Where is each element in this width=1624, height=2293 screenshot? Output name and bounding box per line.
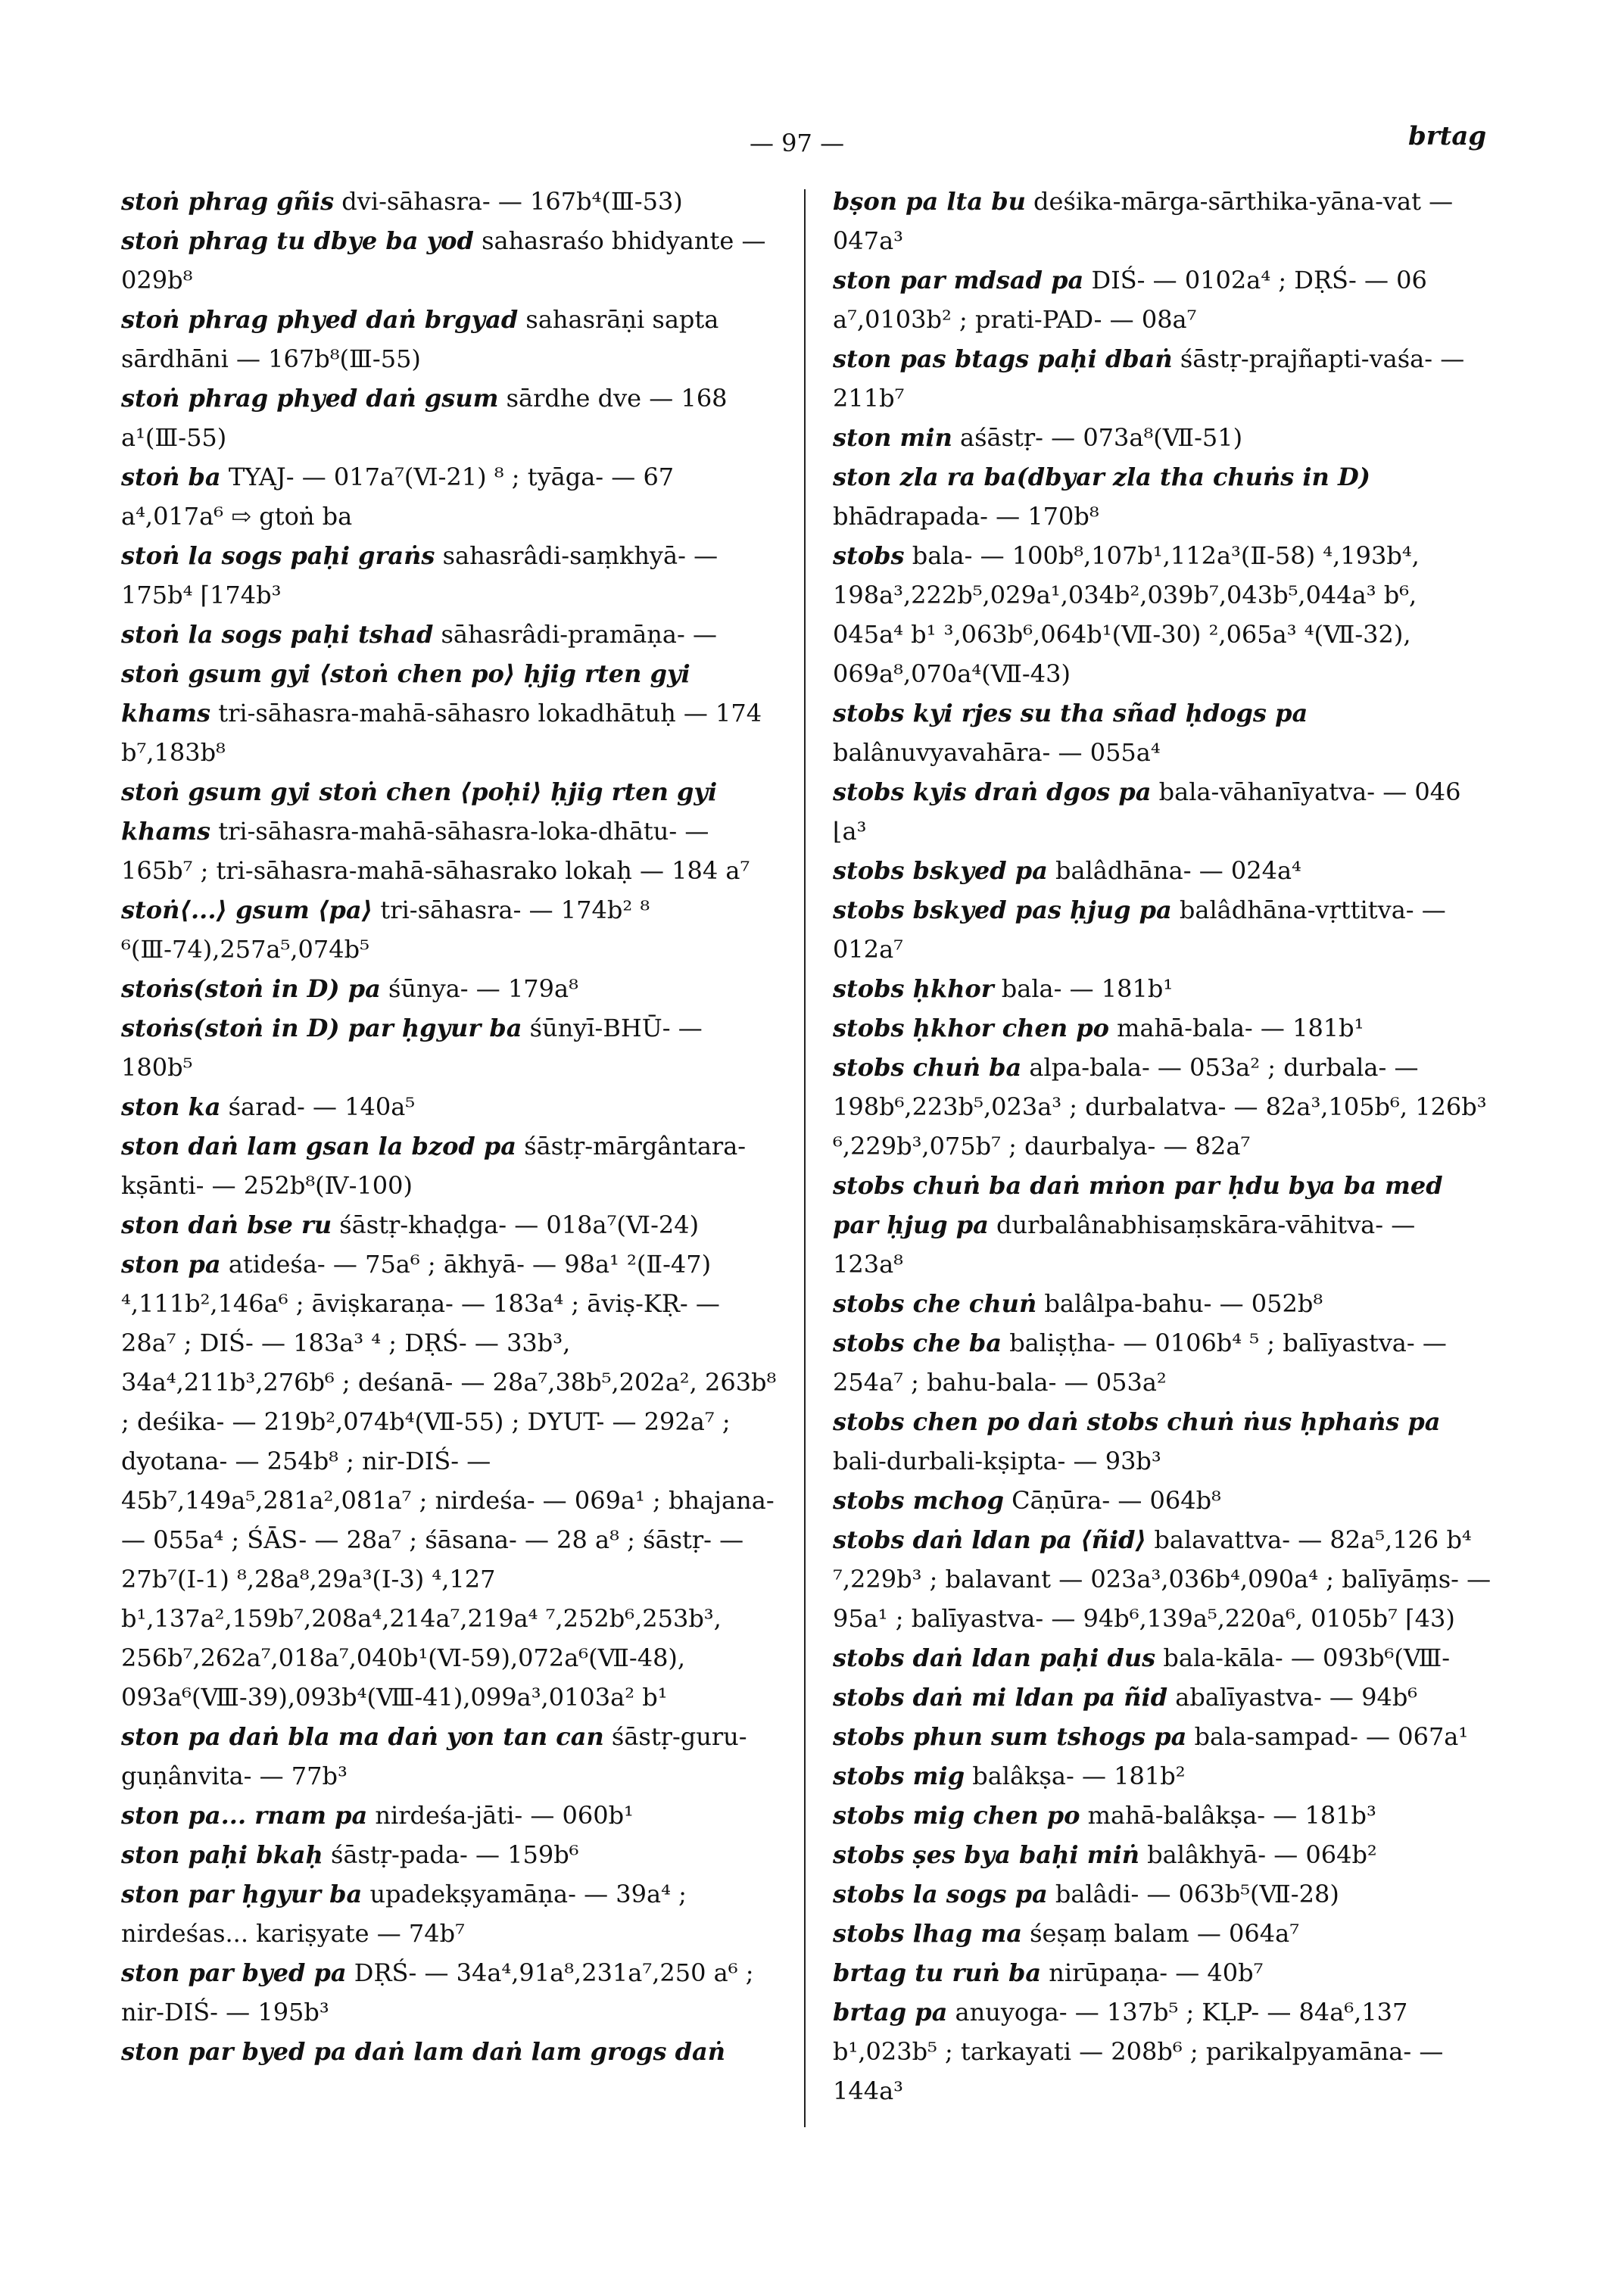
entry-term: stobs chen po daṅ stobs chuṅ ṅus ḥphaṅs pa [833, 1407, 1441, 1436]
column-divider [804, 189, 806, 2127]
dictionary-entry [833, 1048, 1492, 1166]
dictionary-entry [121, 300, 780, 379]
entry-definition: balâdi- — 063b⁵(Ⅶ-28) [1055, 1880, 1339, 1908]
entry-term: stobs chuṅ ba daṅ mṅon par ḥdu bya ba med par ḥjug pa [833, 1171, 1443, 1239]
entry-term: stobs che ba [833, 1329, 1002, 1357]
entry-term: stobs che chuṅ [833, 1289, 1037, 1318]
entry-definition: anuyoga- — 137b⁵ ; KḶP- — 84a⁶,137 b¹,023b⁵ ; tarkayati — 208b⁶ ; parikalpyamāna- — 144a³ [833, 1998, 1444, 2105]
entry-definition: DṚŚ- — 34a⁴,91a⁸,231a⁷,250 a⁶ ; nir-DIŚ- — 195b³ [121, 1958, 754, 2027]
entry-term: ston paḥi bkaḥ [121, 1840, 323, 1869]
entry-definition: sahasraśo bhidyante — 029b⁸ [121, 226, 766, 294]
entry-term: stobs la sogs pa [833, 1880, 1048, 1908]
entry-definition: śūnya- — 179a⁸ [388, 974, 578, 1003]
entry-definition: balânuvyavahāra- — 055a⁴ [833, 738, 1161, 767]
entry-term: stobs mig [833, 1762, 965, 1790]
dictionary-entry [833, 1796, 1492, 1835]
entry-term: stobs lhag ma [833, 1919, 1022, 1948]
entry-term: ston daṅ bse ru [121, 1210, 332, 1239]
entry-definition: sahasrāṇi sapta sārdhāni — 167b⁸(Ⅲ-55) [121, 305, 719, 373]
entry-definition: śāstṛ-khaḍga- — 018a⁷(Ⅵ-24) [339, 1210, 700, 1239]
entry-term: stoṅs(stoṅ in D) pa [121, 974, 381, 1003]
entry-definition: bali-durbali-kṣipta- — 93b³ [833, 1447, 1161, 1475]
entry-definition: mahā-balâkṣa- — 181b³ [1087, 1801, 1376, 1830]
entry-term: ston par ḥgyur ba [121, 1880, 363, 1908]
dictionary-entry [833, 1717, 1492, 1756]
dictionary-entry [121, 1205, 780, 1245]
entry-definition: abalīyastva- — 94b⁶ [1175, 1683, 1418, 1712]
entry-term: stobs ḥkhor chen po [833, 1014, 1109, 1042]
entry-term: ston zla ra ba(dbyar zla tha chuṅs in D) [833, 463, 1370, 491]
entry-term: ston par byed pa daṅ lam daṅ lam grogs daṅ [121, 2037, 726, 2066]
entry-term: stobs ḥkhor [833, 974, 994, 1003]
dictionary-entry [833, 1284, 1492, 1323]
dictionary-entry [121, 1874, 780, 1953]
entry-definition: bala-vāhanīyatva- — 046 ⌊a³ [833, 777, 1461, 846]
entry-definition: balavattva- — 82a⁵,126 b⁴ ⁷,229b³ ; balavant — 023a³,036b⁴,090a⁴ ; balīyāṃs- — 95a¹ ; balīyastva- — 94b⁶,139a⁵,220a⁶, 0105b⁷ ⌈43) [833, 1525, 1492, 1633]
entry-term: stoṅ la sogs paḥi graṅs [121, 541, 435, 570]
entry-term: ston pa [121, 1250, 221, 1279]
entry-definition: śeṣaṃ balam — 064a⁷ [1030, 1919, 1300, 1948]
dictionary-entry [833, 1678, 1492, 1717]
entry-definition: deśika-mārga-sārthika-yāna-vat — 047a³ [833, 187, 1454, 255]
entry-definition: sāhasrâdi-pramāṇa- — [441, 620, 717, 649]
entry-term: stoṅ la sogs paḥi tshad [121, 620, 434, 649]
entry-term: stoṅ phrag gñis [121, 187, 335, 216]
dictionary-entry [833, 1835, 1492, 1874]
entry-definition: aśāstṛ- — 073a⁸(Ⅶ-51) [960, 423, 1243, 452]
entry-definition: Cāṇūra- — 064b⁸ [1011, 1486, 1221, 1515]
dictionary-entry [833, 851, 1492, 890]
dictionary-entry [833, 693, 1492, 772]
dictionary-entry [121, 2032, 780, 2071]
dictionary-entry [121, 1835, 780, 1874]
entry-definition: tri-sāhasra-mahā-sāhasra-loka-dhātu- — 165b⁷ ; tri-sāhasra-mahā-sāhasrako lokaḥ — 184 a⁷ [121, 817, 750, 885]
entry-definition: bala- — 100b⁸,107b¹,112a³(Ⅱ-58) ⁴,193b⁴, 198a³,222b⁵,029a¹,034b²,039b⁷,043b⁵,044a³ b⁶, 045a⁴ b¹ ³,063b⁶,064b¹(Ⅶ-30) ²,065a³ ⁴(Ⅶ-32), 069a⁸,070a⁴(Ⅶ-43) [833, 541, 1420, 688]
dictionary-entry [833, 1166, 1492, 1284]
entry-definition: sārdhe dve — 168 a¹(Ⅲ-55) [121, 384, 728, 452]
entry-term: stoṅ⟨...⟩ gsum ⟨pa⟩ [121, 896, 373, 924]
dictionary-entry [121, 1087, 780, 1126]
dictionary-entry [833, 772, 1492, 851]
dictionary-entry [833, 1756, 1492, 1796]
dictionary-entry [833, 1992, 1492, 2111]
entry-term: stobs bskyed pa [833, 856, 1048, 885]
dictionary-entry [833, 890, 1492, 969]
entry-term: ston pa daṅ bla ma daṅ yon tan can [121, 1722, 604, 1751]
dictionary-entry [833, 1638, 1492, 1678]
left-column [121, 182, 780, 2071]
right-column [833, 182, 1492, 2111]
dictionary-entry [121, 890, 780, 969]
dictionary-entry [833, 1953, 1492, 1992]
entry-definition: balâkhyā- — 064b² [1147, 1840, 1377, 1869]
dictionary-entry [121, 1953, 780, 2032]
entry-definition: nirūpaṇa- — 40b⁷ [1049, 1958, 1264, 1987]
entry-definition: TYAJ- — 017a⁷(Ⅵ-21) ⁸ ; tyāga- — 67 a⁴,017a⁶ ⇨ gtoṅ ba [121, 463, 675, 531]
entry-term: stobs bskyed pas ḥjug pa [833, 896, 1172, 924]
dictionary-entry [121, 182, 780, 221]
entry-definition: dvi-sāhasra- — 167b⁴(Ⅲ-53) [341, 187, 683, 216]
entry-definition: tri-sāhasra- — 174b² ⁸ ⁶(Ⅲ-74),257a⁵,074b⁵ [121, 896, 650, 964]
entry-term: ston par byed pa [121, 1958, 347, 1987]
dictionary-entry [833, 457, 1492, 536]
entry-definition: durbalânabhisaṃskāra-vāhitva- — 123a⁸ [833, 1210, 1416, 1279]
entry-term: bṣon pa lta bu [833, 187, 1026, 216]
dictionary-entry [121, 1717, 780, 1796]
dictionary-entry [121, 379, 780, 457]
running-head: brtag [1408, 121, 1487, 151]
entry-term: stobs kyi rjes su tha sñad ḥdogs pa [833, 699, 1308, 727]
entry-term: stobs daṅ ldan paḥi dus [833, 1643, 1156, 1672]
entry-definition: śāstṛ-guru-guṇânvita- — 77b³ [121, 1722, 747, 1790]
entry-term: stobs mchog [833, 1486, 1004, 1515]
dictionary-entry [833, 1520, 1492, 1638]
entry-term: ston ka [121, 1092, 221, 1121]
dictionary-entry [121, 457, 780, 536]
entry-definition: DIŚ- — 0102a⁴ ; DṚŚ- — 06 a⁷,0103b² ; prati-PAD- — 08a⁷ [833, 266, 1427, 334]
entry-definition: baliṣṭha- — 0106b⁴ ⁵ ; balīyastva- — 254a⁷ ; bahu-bala- — 053a² [833, 1329, 1447, 1397]
entry-definition: atideśa- — 75a⁶ ; ākhyā- — 98a¹ ²(Ⅱ-47) ⁴,111b²,146a⁶ ; āviṣkaraṇa- — 183a⁴ ; āviṣ-KṚ- — 28a⁷ ; DIŚ- — 183a³ ⁴ ; DṚŚ- — 33b³, 34a⁴,211b³,276b⁶ ; deśanā- — 28a⁷,38b⁵,202a², 263b⁸ ; deśika- — 219b²,074b⁴(Ⅶ-55) ; DYUT- — 292a⁷ ; dyotana- — 254b⁸ ; nir-DIŚ- — 45b⁷,149a⁵,281a²,081a⁷ ; nirdeśa- — 069a¹ ; bhajana- — 055a⁴ ; ŚĀS- — 28a⁷ ; śāsana- — 28 a⁸ ; śāstṛ- — 27b⁷(Ⅰ-1) ⁸,28a⁸,29a³(Ⅰ-3) ⁴,127 b¹,137a²,159b⁷,208a⁴,214a⁷,219a⁴ ⁷,252b⁶,253b³, 256b⁷,262a⁷,018a⁷,040b¹(Ⅵ-59),072a⁶(Ⅶ-48), 093a⁶(Ⅷ-39),093b⁴(Ⅷ-41),099a³,0103a² b¹ [121, 1250, 777, 1712]
entry-definition: śūnyī-BHŪ- — 180b⁵ [121, 1014, 703, 1082]
page-header [0, 121, 1624, 167]
entry-term: stobs mig chen po [833, 1801, 1080, 1830]
dictionary-entry [121, 1008, 780, 1087]
dictionary-entry [833, 969, 1492, 1008]
entry-definition: tri-sāhasra-mahā-sāhasro lokadhātuḥ — 174 b⁷,183b⁸ [121, 699, 762, 767]
entry-term: stoṅs(stoṅ in D) par ḥgyur ba [121, 1014, 522, 1042]
entry-term: stobs kyis draṅ dgos pa [833, 777, 1152, 806]
entry-definition: bala-kāla- — 093b⁶(Ⅷ- [1163, 1643, 1451, 1672]
entry-term: ston daṅ lam gsan la bzod pa [121, 1132, 517, 1161]
entry-term: brtag pa [833, 1998, 948, 2027]
entry-term: stobs chuṅ ba [833, 1053, 1022, 1082]
entry-definition: balâkṣa- — 181b² [972, 1762, 1186, 1790]
entry-definition: bala-sampad- — 067a¹ [1194, 1722, 1469, 1751]
entry-definition: upadekṣyamāṇa- — 39a⁴ ; nirdeśas... kariṣyate — 74b⁷ [121, 1880, 687, 1948]
entry-term: brtag tu ruṅ ba [833, 1958, 1042, 1987]
dictionary-entry [833, 182, 1492, 260]
dictionary-entry [121, 1245, 780, 1717]
entry-definition: śāstṛ-mārgântara-kṣānti- — 252b⁸(Ⅳ-100) [121, 1132, 747, 1200]
entry-term: stoṅ ba [121, 463, 221, 491]
dictionary-entry [833, 418, 1492, 457]
dictionary-entry [121, 615, 780, 654]
entry-definition: bala- — 181b¹ [1001, 974, 1174, 1003]
entry-definition: balâdhāna-vṛttitva- — 012a⁷ [833, 896, 1446, 964]
dictionary-entry [833, 339, 1492, 418]
entry-term: stoṅ gsum gyi stoṅ chen ⟨poḥi⟩ ḥjig rten gyi khams [121, 777, 718, 846]
dictionary-entry [121, 969, 780, 1008]
entry-definition: nirdeśa-jāti- — 060b¹ [375, 1801, 634, 1830]
entry-definition: śāstṛ-pada- — 159b⁶ [330, 1840, 579, 1869]
dictionary-entry [833, 260, 1492, 339]
entry-term: stobs [833, 541, 905, 570]
entry-term: ston min [833, 423, 952, 452]
dictionary-entry [833, 1008, 1492, 1048]
entry-term: stobs daṅ mi ldan pa ñid [833, 1683, 1168, 1712]
entry-definition: mahā-bala- — 181b¹ [1117, 1014, 1364, 1042]
entry-term: stobs daṅ ldan pa ⟨ñid⟩ [833, 1525, 1147, 1554]
dictionary-entry [121, 536, 780, 615]
entry-term: stoṅ phrag tu dbye ba yod [121, 226, 474, 255]
entry-definition: śarad- — 140a⁵ [228, 1092, 416, 1121]
dictionary-entry [833, 1874, 1492, 1914]
dictionary-entry [833, 1914, 1492, 1953]
entry-term: ston pa... rnam pa [121, 1801, 368, 1830]
entry-definition: sahasrâdi-saṃkhyā- — 175b⁴ ⌈174b³ [121, 541, 718, 609]
dictionary-entry [121, 654, 780, 772]
entry-term: stoṅ gsum gyi ⟨stoṅ chen po⟩ ḥjig rten gyi khams [121, 659, 690, 727]
dictionary-entry [121, 1796, 780, 1835]
entry-term: ston pas btags paḥi dbaṅ [833, 344, 1173, 373]
dictionary-entry [121, 221, 780, 300]
entry-definition: alpa-bala- — 053a² ; durbala- — 198b⁶,223b⁵,023a³ ; durbalatva- — 82a³,105b⁶, 126b³ ⁶,229b³,075b⁷ ; daurbalya- — 82a⁷ [833, 1053, 1487, 1161]
dictionary-entry [121, 772, 780, 890]
entry-term: stoṅ phrag phyed daṅ gsum [121, 384, 499, 413]
dictionary-entry [833, 536, 1492, 693]
dictionary-entry [121, 1126, 780, 1205]
entry-definition: bhādrapada- — 170b⁸ [833, 502, 1099, 531]
entry-definition: balâdhāna- — 024a⁴ [1055, 856, 1301, 885]
entry-term: stobs phun sum tshogs pa [833, 1722, 1187, 1751]
page-number: — 97 — [750, 129, 845, 157]
dictionary-entry [833, 1481, 1492, 1520]
entry-term: ston par mdsad pa [833, 266, 1084, 294]
entry-term: stoṅ phrag phyed daṅ brgyad [121, 305, 519, 334]
dictionary-entry [833, 1402, 1492, 1481]
entry-definition: śāstṛ-prajñapti-vaśa- — 211b⁷ [833, 344, 1465, 413]
dictionary-entry [833, 1323, 1492, 1402]
entry-term: stobs ṣes bya baḥi miṅ [833, 1840, 1139, 1869]
entry-definition: balâlpa-bahu- — 052b⁸ [1044, 1289, 1323, 1318]
